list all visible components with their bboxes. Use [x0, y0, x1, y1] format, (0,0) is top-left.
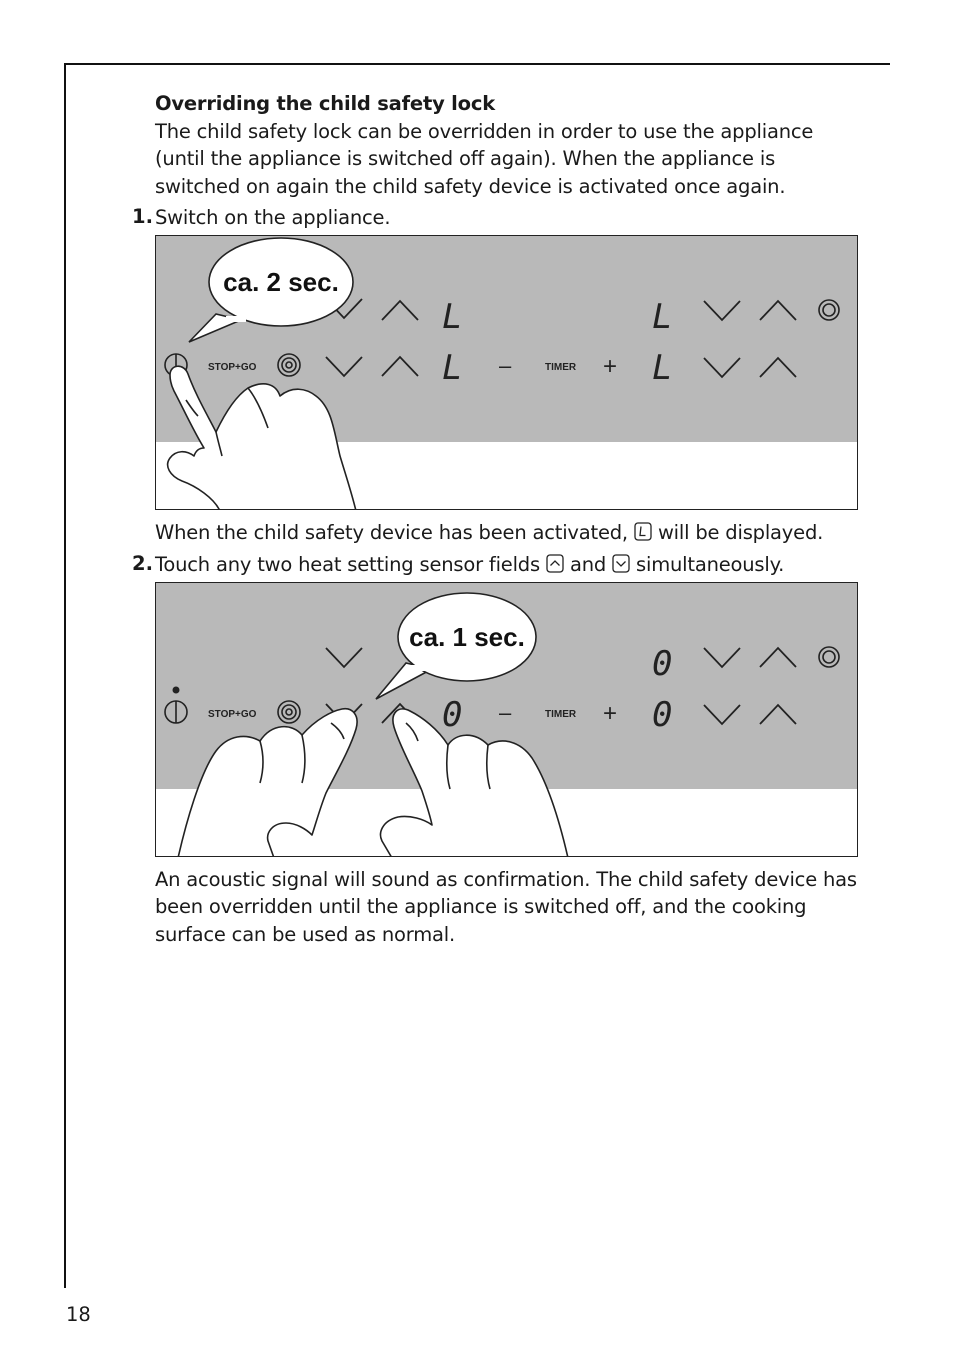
confirmation-paragraph: An acoustic signal will sound as confirmation. The child safety device has been overridden until the appliance is switched off, and the cooking surface can be used as normal. — [155, 868, 857, 946]
stop-go-label: STOP+GO — [208, 709, 257, 720]
heat-up-sensor-icon — [546, 553, 564, 580]
page-number: 18 — [66, 1303, 91, 1326]
hold-duration-label: ca. 1 sec. — [409, 622, 525, 652]
heat-down-sensor-icon — [612, 553, 630, 580]
child-lock-indicator-sentence — [155, 519, 823, 548]
timer-label: TIMER — [545, 362, 577, 373]
indicator-dot — [173, 687, 180, 694]
display-bottom-left: 0 — [442, 695, 463, 735]
section-heading: Overriding the child safety lock — [155, 92, 495, 115]
minus-label: – — [499, 353, 512, 378]
step-2-text — [155, 551, 784, 580]
step-2-and: and — [569, 553, 607, 576]
intro-paragraph: The child safety lock can be overridden in order to use the appliance (until the appliance is switched off again). When the appliance is switched on again the child safety device is activated once again. — [155, 120, 814, 198]
display-top-right: L — [652, 297, 673, 337]
plus-label: + — [603, 353, 618, 380]
step-2-text-after: simultaneously. — [636, 553, 785, 576]
top-rule — [64, 63, 890, 65]
indicator-text-before: When the child safety device has been activated, — [155, 521, 628, 544]
step-2-number: 2. — [132, 552, 153, 575]
child-lock-display-icon — [634, 521, 652, 548]
control-panel-illustration-1 — [155, 235, 858, 510]
control-panel-illustration-2 — [155, 582, 858, 857]
left-rule — [64, 63, 66, 1288]
indicator-text-after: will be displayed. — [657, 521, 824, 544]
step-1-text: Switch on the appliance. — [155, 206, 391, 229]
display-top-right: 0 — [652, 644, 673, 684]
minus-label: – — [499, 700, 512, 725]
step-2-text-before: Touch any two heat setting sensor fields — [155, 553, 540, 576]
display-bottom-right: 0 — [652, 695, 673, 735]
timer-label: TIMER — [545, 709, 577, 720]
display-top-left: L — [442, 297, 463, 337]
step-1-number: 1. — [132, 205, 153, 228]
display-bottom-right: L — [652, 348, 673, 388]
plus-label: + — [603, 700, 618, 727]
display-bottom-left: L — [442, 348, 463, 388]
stop-go-label: STOP+GO — [208, 362, 257, 373]
hold-duration-label: ca. 2 sec. — [223, 267, 339, 297]
